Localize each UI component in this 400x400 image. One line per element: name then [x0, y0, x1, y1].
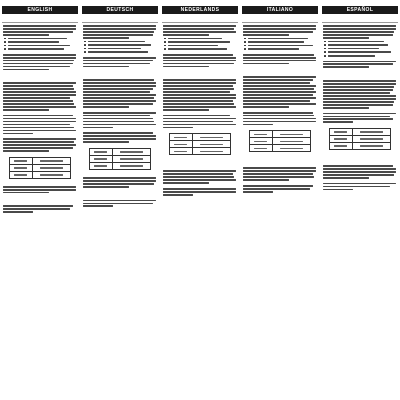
language-header-nederlands: NEDERLANDS	[162, 6, 238, 14]
intro-paragraph	[322, 25, 398, 39]
paragraph-block	[162, 170, 238, 184]
product-title-deutsch	[82, 16, 158, 23]
paragraph-block	[2, 205, 78, 213]
product-title-english	[2, 16, 78, 23]
section-heading	[322, 158, 398, 162]
product-title-italiano	[242, 16, 318, 23]
product-title-espanol	[322, 16, 398, 23]
specification-table	[169, 133, 232, 155]
paragraph-block	[322, 165, 398, 179]
column-deutsch	[82, 6, 158, 400]
language-header-english: ENGLISH	[2, 6, 78, 14]
paragraph-block	[242, 76, 318, 107]
section-heading	[2, 75, 78, 79]
paragraph-block	[82, 112, 158, 129]
paragraph-block	[322, 183, 398, 191]
paragraph-block	[2, 115, 78, 135]
specification-table	[249, 130, 312, 152]
paragraph-block	[2, 186, 78, 194]
section-heading	[2, 198, 78, 202]
specification-table	[329, 128, 392, 150]
column-nederlands	[162, 6, 238, 400]
intro-paragraph	[82, 25, 158, 39]
intro-paragraph	[242, 25, 318, 36]
feature-list	[2, 38, 78, 50]
paragraph-block	[242, 54, 318, 65]
section-heading	[162, 72, 238, 76]
paragraph-block	[162, 188, 238, 196]
paragraph-block	[162, 54, 238, 68]
section-heading	[242, 69, 318, 73]
language-header-deutsch: DEUTSCH	[82, 6, 158, 14]
specification-table	[9, 157, 72, 179]
paragraph-block	[162, 79, 238, 110]
section-heading	[82, 72, 158, 76]
paragraph-block	[2, 138, 78, 152]
paragraph-block	[322, 80, 398, 108]
paragraph-block	[2, 82, 78, 110]
paragraph-block	[82, 132, 158, 143]
section-heading	[242, 160, 318, 164]
paragraph-block	[82, 177, 158, 188]
column-italiano	[242, 6, 318, 400]
paragraph-block	[242, 185, 318, 193]
intro-paragraph	[2, 25, 78, 36]
section-heading	[162, 163, 238, 167]
feature-list	[322, 41, 398, 57]
paragraph-block	[82, 200, 158, 208]
product-title-nederlands	[162, 16, 238, 23]
feature-list	[162, 38, 238, 50]
intro-paragraph	[162, 25, 238, 36]
feature-list	[242, 38, 318, 50]
paragraph-block	[322, 61, 398, 69]
section-heading	[82, 193, 158, 197]
language-header-italiano: ITALIANO	[242, 6, 318, 14]
paragraph-block	[82, 79, 158, 107]
paragraph-block	[242, 112, 318, 126]
column-english	[2, 6, 78, 400]
paragraph-block	[322, 113, 398, 124]
paragraph-block	[82, 57, 158, 68]
column-espanol	[322, 6, 398, 400]
language-header-espanol: ESPAÑOL	[322, 6, 398, 14]
paragraph-block	[2, 54, 78, 71]
paragraph-block	[162, 115, 238, 129]
feature-list	[82, 41, 158, 53]
specification-table	[89, 148, 152, 170]
paragraph-block	[242, 167, 318, 181]
section-heading	[322, 73, 398, 77]
